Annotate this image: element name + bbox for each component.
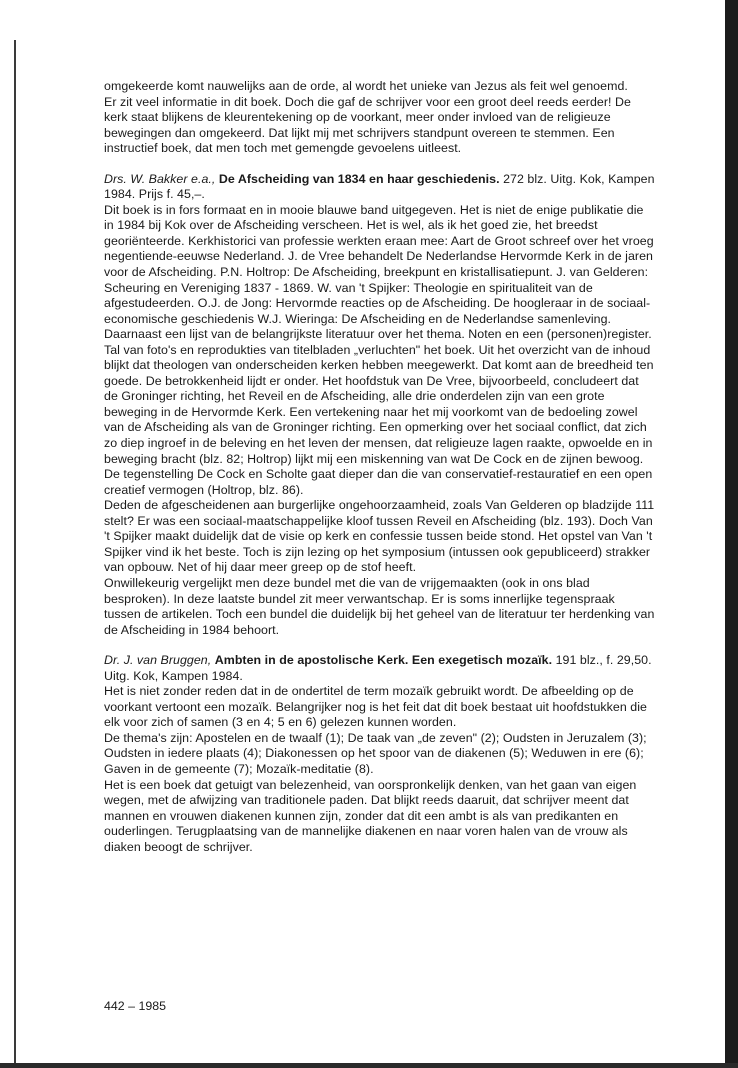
review-title: De Afscheiding van 1834 en haar geschiedenis.: [218, 171, 500, 186]
review-author: Dr. J. van Bruggen,: [104, 653, 212, 668]
review-paragraph: Het is een boek dat getuigt van belezenheid, van oorspronkelijk denken, van het gaan van eigen wegen, met de afwijzing van traditionele paden. Dat blijkt reeds daaruit, dat schrijver meent dat mannen en vrouwen diakenen kunnen zijn, zonder dat dit een ambt is als van predikanten en ouderlingen. Terugplaatsing van de mannelijke diakenen en naar voren halen van de vrouw als diaken beoogt de schrijver.: [104, 777, 637, 854]
scan-right-border: [725, 0, 738, 1068]
review-heading: [104, 172, 655, 203]
review-paragraph: Het is niet zonder reden dat in de ondertitel de term mozaïk gebruikt wordt. De afbeelding op de voorkant vertoont een mozaïk. Belangrijker nog is het feit dat dit boek bestaat uit hoofdstukken die elk voor zich of samen (3 en 4; 5 en 6) gelezen kunnen worden.: [104, 684, 647, 730]
review-paragraph: De thema's zijn: Apostelen en de twaalf (1); De taak van „de zeven" (2); Oudsten in Jeruzalem (3); Oudsten in iedere plaats (4); Diakonessen op het spoor van de diakenen (5); Weduwen in ere (6); Gaven in de gemeente (7); Mozaïk-meditatie (8).: [104, 730, 647, 776]
scan-bottom-border: [0, 1063, 738, 1068]
intro-paragraph: Er zit veel informatie in dit boek. Doch die gaf de schrijver voor een groot deel reeds eerder! De kerk staat blijkens de kleurentekening op de voorkant, meer onder invloed van de religieuze bewegingen dan omgekeerd. Dat lijkt mij met schrijvers standpunt overeen te stemmen. Een instructief boek, dat men toch met gemengde gevoelens uitleest.: [104, 94, 631, 156]
review-paragraph: Onwillekeurig vergelijkt men deze bundel met die van de vrijgemaakten (ook in ons blad besproken). In deze laatste bundel zit meer verwantschap. Er is soms innerlijke tegenspraak tussen de artikelen. Toch een bundel die duidelijk bij het geheel van de literatuur ter herdenking van de Afscheiding in 1984 behoort.: [104, 575, 655, 637]
review-author: Drs. W. Bakker e.a.,: [104, 171, 216, 186]
review-details: 191 blz., f. 29,50. Uitg. Kok, Kampen 1984.: [104, 653, 652, 683]
review-details: 272 blz. Uitg. Kok, Kampen 1984. Prijs f. 45,–.: [104, 171, 655, 202]
page-number: 442 – 1985: [104, 999, 167, 1013]
review-paragraph: Deden de afgescheidenen aan burgerlijke ongehoorzaamheid, zoals Van Gelderen op bladzijde 111 stelt? Er was een sociaal-maatschappelijke kloof tussen Reveil en Afscheiding (blz. 193). Doch Van 't Spijker maakt duidelijk dat de visie op kerk en confessie tussen beide stond. Het opstel van Van 't Spijker vind ik het beste. Toch is zijn lezing op het symposium (intussen ook gepubliceerd) strakker van opbouw. Net of hij daar meer greep op de stof heeft.: [104, 498, 655, 575]
review-title: Ambten in de apostolische Kerk. Een exegetisch mozaïk.: [214, 653, 553, 668]
page-left-edge: [14, 40, 16, 1068]
review-paragraph: Dit boek is in fors formaat en in mooie blauwe band uitgegeven. Het is niet de enige publikatie die in 1984 bij Kok over de Afscheiding verscheen. Het is wel, als ik het goed zie, het breedst georiënteerde. Kerkhistorici van professie werkten eraan mee: Aart de Groot schreef over het vroeg negentiende-eeuwse Nederland. J. de Vree behandelt De Nederlandse Hervormde Kerk in de jaren voor de Afscheiding. P.N. Holtrop: De Afscheiding, breekpunt en kristallisatiepunt. J. van Gelderen: Scheuring en Vereniging 1837 - 1869. W. van 't Spijker: Theologie en spiritualiteit van de afgestudeerden. O.J. de Jong: Hervormde reacties op de Afscheiding. De hoogleraar in de sociaal-economische geschiedenis W.J. Wieringa: De Afscheiding en de Nederlandse samenleving. Daarnaast een lijst van de belangrijkste literatuur over het thema. Noten en een (personen)register. Tal van foto's en reprodukties van titelbladen „verluchten" het boek. Uit het overzicht van de inhoud blijkt dat theologen van onderscheiden kerken hebben meegewerkt. Dat komt aan de breedheid ten goede. De betrokkenheid lijdt er onder. Het hoofdstuk van De Vree, bijvoorbeeld, concludeert dat de Groninger richting, het Reveil en de Afscheiding, alle drie onderdelen zijn van een grote beweging in de Hervormde Kerk. Een vertekening naar het mij voorkomt van de bedoeling zowel van de Afscheiding als van de Groninger richting. Een opmerking over het sociaal conflict, dat zich zo diep ingroef in de beleving en het leven der mensen, dat religieuze lagen raakte, opwoelde en in beweging bracht (blz. 82; Holtrop) lijkt mij een miskenning van wat De Cock en de zijnen bewoog.: [104, 202, 654, 466]
review-paragraph: De tegenstelling De Cock en Scholte gaat dieper dan die van conservatief-restauratief en een open creatief vermogen (Holtrop, blz. 86).: [104, 467, 653, 497]
page-body: [104, 79, 655, 855]
review-heading: [104, 653, 655, 684]
intro-paragraph: omgekeerde komt nauwelijks aan de orde, al wordt het unieke van Jezus als feit wel genoemd.: [104, 79, 628, 93]
